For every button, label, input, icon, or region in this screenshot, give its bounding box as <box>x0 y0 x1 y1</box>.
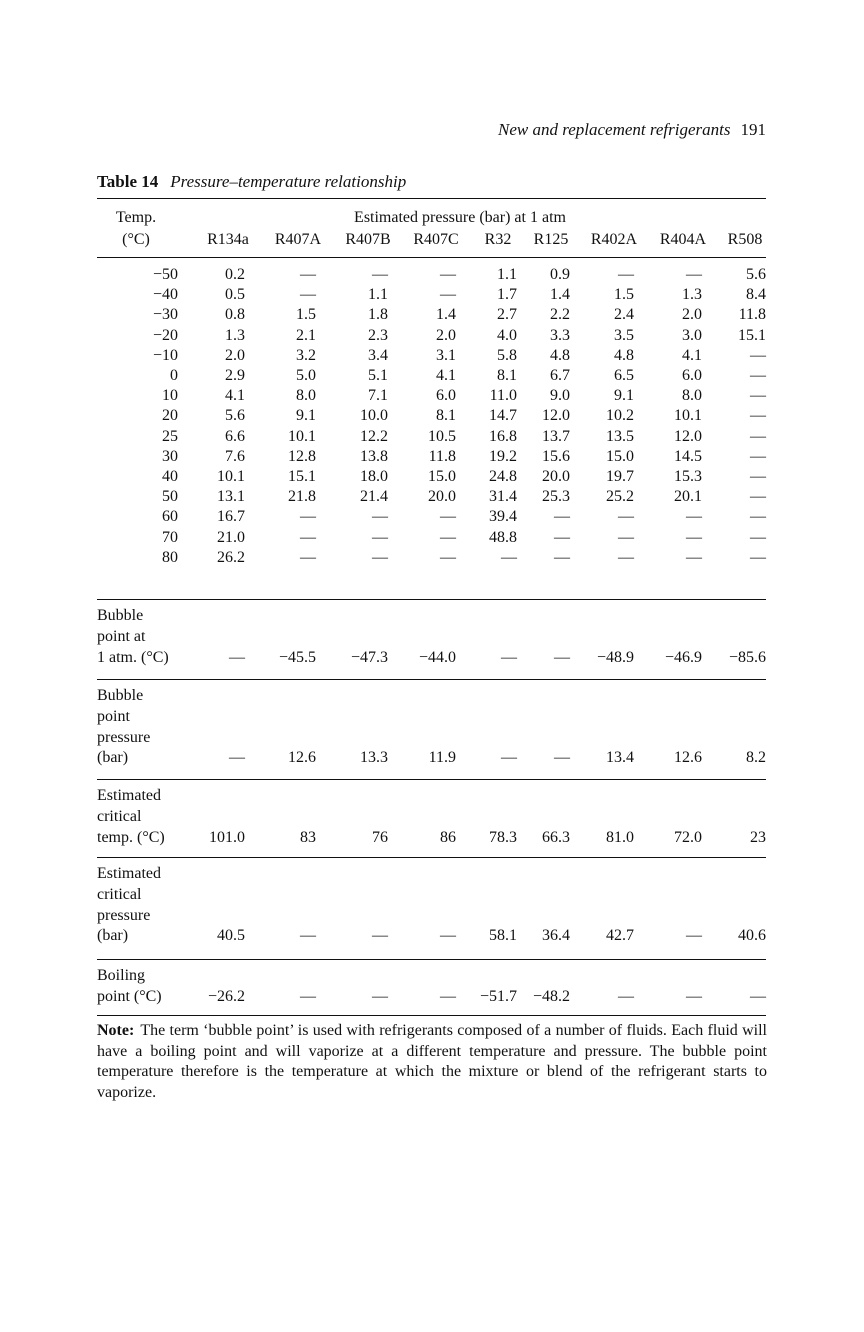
bubble-point-temp-value: −85.6 <box>728 649 766 666</box>
table-cell: — <box>300 549 316 566</box>
table-cell: 10.0 <box>360 407 388 424</box>
table-cell: — <box>300 286 316 303</box>
property-rule <box>97 779 766 780</box>
property-label: temp. (°C) <box>97 828 165 846</box>
table-cell: 31.4 <box>489 488 517 505</box>
property-label: point <box>97 707 130 725</box>
column-header: R407B <box>345 231 391 248</box>
table-cell: 1.1 <box>497 266 517 283</box>
bubble-point-temp-value: −46.9 <box>664 649 702 666</box>
table-cell: — <box>300 266 316 283</box>
critical-pressure-value: — <box>300 927 316 944</box>
table-cell: 5.1 <box>368 367 388 384</box>
header-temp-line1: Temp. <box>115 209 157 226</box>
property-rule <box>97 857 766 858</box>
table-cell: 4.0 <box>497 327 517 344</box>
boiling-point-value: −26.2 <box>207 988 245 1005</box>
bubble-point-temp-value: — <box>229 649 245 666</box>
property-label: pressure <box>97 728 151 746</box>
bubble-point-temp-value: — <box>554 649 570 666</box>
table-cell: 4.1 <box>682 347 702 364</box>
table-cell: — <box>750 407 766 424</box>
table-cell: 5.6 <box>746 266 766 283</box>
table-cell: — <box>440 549 456 566</box>
table-bottom-rule <box>97 1015 766 1016</box>
column-header: R407A <box>274 231 322 248</box>
table-cell: 1.7 <box>497 286 517 303</box>
table-cell: 1.5 <box>614 286 634 303</box>
table-cell: — <box>750 549 766 566</box>
property-label: critical <box>97 885 142 903</box>
table-cell: 21.4 <box>360 488 388 505</box>
table-cell: — <box>618 529 634 546</box>
bubble-point-pressure-value: — <box>501 749 517 766</box>
table-cell: 1.8 <box>368 306 388 323</box>
boiling-point-value: — <box>618 988 634 1005</box>
table-cell: 8.0 <box>296 387 316 404</box>
table-cell: — <box>750 387 766 404</box>
boiling-point-value: −48.2 <box>532 988 570 1005</box>
table-cell: 14.7 <box>489 407 517 424</box>
table-cell: 2.0 <box>682 306 702 323</box>
boiling-point-value: — <box>372 988 388 1005</box>
table-cell: 0.8 <box>225 306 245 323</box>
property-label: Bubble <box>97 607 144 624</box>
table-cell: 16.7 <box>217 508 245 525</box>
column-header: R407C <box>413 231 459 248</box>
table-cell: 13.8 <box>360 448 388 465</box>
table-cell: 39.4 <box>489 508 517 525</box>
critical-temp-value: 86 <box>440 829 456 846</box>
critical-temp-value: 81.0 <box>606 829 634 846</box>
critical-pressure-value: — <box>372 927 388 944</box>
table-cell: — <box>554 549 570 566</box>
table-cell: 6.7 <box>550 367 570 384</box>
table-cell: 48.8 <box>489 529 517 546</box>
table-cell: 5.8 <box>497 347 517 364</box>
table-cell: 3.2 <box>296 347 316 364</box>
table-cell: — <box>686 266 702 283</box>
property-label: (bar) <box>97 927 129 945</box>
table-cell: 15.6 <box>542 448 570 465</box>
table-cell: — <box>440 286 456 303</box>
property-rule <box>97 959 766 960</box>
table-cell: — <box>554 529 570 546</box>
boiling-point-value: — <box>686 988 702 1005</box>
table-cell: — <box>372 529 388 546</box>
table-cell: 16.8 <box>489 428 517 445</box>
table-cell: 11.8 <box>738 306 766 323</box>
boiling-point-value: −51.7 <box>479 988 517 1005</box>
table-cell: 21.0 <box>217 529 245 546</box>
table-cell: — <box>686 549 702 566</box>
table-cell: 21.8 <box>288 488 316 505</box>
running-head <box>440 120 766 140</box>
note-text: The term ‘bubble point’ is used with refrigerants composed of a number of fluids. Each fluid will have a boiling point and will vaporize at a different temperature and pressure. The bubble point temperature therefore is the temperature at which the mixture or blend of the refrigerant starts to vaporize. <box>97 1022 767 1101</box>
row-temp: 10 <box>162 387 178 404</box>
table-cell: — <box>300 529 316 546</box>
table-cell: 4.8 <box>614 347 634 364</box>
critical-temp-value: 83 <box>300 829 316 846</box>
table-cell: — <box>440 508 456 525</box>
table-cell: 13.7 <box>542 428 570 445</box>
table-cell: 9.1 <box>614 387 634 404</box>
table-cell: 1.4 <box>550 286 570 303</box>
table-cell: 12.0 <box>674 428 702 445</box>
row-temp: 0 <box>170 367 178 384</box>
table-cell: — <box>750 508 766 525</box>
property-label: Estimated <box>97 787 161 804</box>
property-label: Boiling <box>97 967 146 984</box>
table-cell: 1.5 <box>296 306 316 323</box>
table-cell: 2.3 <box>368 327 388 344</box>
table-cell: 2.2 <box>550 306 570 323</box>
critical-pressure-value: 40.6 <box>738 927 766 944</box>
row-temp: 25 <box>162 428 178 445</box>
table-cell: — <box>750 448 766 465</box>
bubble-point-pressure-value: 12.6 <box>288 749 316 766</box>
table-cell: 10.2 <box>606 407 634 424</box>
table-cell: 20.0 <box>542 468 570 485</box>
bubble-point-pressure-value: 8.2 <box>746 749 766 766</box>
critical-pressure-value: — <box>686 927 702 944</box>
table-cell: — <box>372 508 388 525</box>
boiling-point-value: — <box>750 988 766 1005</box>
table-cell: 15.0 <box>428 468 456 485</box>
table-cell: 3.1 <box>436 347 456 364</box>
critical-temp-value: 101.0 <box>209 829 245 846</box>
column-header: R32 <box>484 231 512 248</box>
table-cell: 4.1 <box>436 367 456 384</box>
header-temp-line2: (°C) <box>122 231 150 248</box>
table-cell: 8.1 <box>497 367 517 384</box>
column-header: R404A <box>659 231 707 248</box>
table-cell: — <box>372 549 388 566</box>
critical-pressure-value: 58.1 <box>489 927 517 944</box>
bubble-point-pressure-value: 13.3 <box>360 749 388 766</box>
table-cell: — <box>501 549 517 566</box>
table-cell: 3.4 <box>368 347 388 364</box>
running-head-title: New and replacement refrigerants <box>498 120 731 139</box>
table-title: Pressure–temperature relationship <box>170 172 407 191</box>
table-cell: 9.0 <box>550 387 570 404</box>
boiling-point-value: — <box>300 988 316 1005</box>
table-cell: 4.1 <box>225 387 245 404</box>
column-header: R125 <box>533 231 569 248</box>
table-cell: 20.1 <box>674 488 702 505</box>
table-cell: 15.1 <box>288 468 316 485</box>
row-temp: −40 <box>152 286 178 303</box>
critical-temp-value: 66.3 <box>542 829 570 846</box>
table-cell: 6.5 <box>614 367 634 384</box>
property-label: Estimated <box>97 865 161 882</box>
header-rule <box>97 257 766 258</box>
table-cell: 7.6 <box>225 448 245 465</box>
row-temp: 80 <box>162 549 178 566</box>
row-temp: 20 <box>162 407 178 424</box>
table-cell: 14.5 <box>674 448 702 465</box>
table-cell: 1.3 <box>682 286 702 303</box>
bubble-point-temp-value: −44.0 <box>418 649 456 666</box>
row-temp: 50 <box>162 488 178 505</box>
critical-temp-value: 76 <box>372 829 388 846</box>
table-cell: 2.9 <box>225 367 245 384</box>
table-cell: 15.3 <box>674 468 702 485</box>
row-temp: −30 <box>152 306 178 323</box>
table-cell: — <box>618 508 634 525</box>
table-cell: — <box>750 347 766 364</box>
table-cell: 10.1 <box>217 468 245 485</box>
property-label: Bubble <box>97 687 144 704</box>
table-cell: 10.1 <box>288 428 316 445</box>
table-cell: 25.2 <box>606 488 634 505</box>
boiling-point-value: — <box>440 988 456 1005</box>
critical-temp-value: 72.0 <box>674 829 702 846</box>
table-cell: 25.3 <box>542 488 570 505</box>
header-span-label: Estimated pressure (bar) at 1 atm <box>354 209 566 226</box>
table-cell: 18.0 <box>360 468 388 485</box>
table-cell: 13.1 <box>217 488 245 505</box>
table-cell: 10.5 <box>428 428 456 445</box>
row-temp: −10 <box>152 347 178 364</box>
table-cell: — <box>750 488 766 505</box>
table-cell: 1.1 <box>368 286 388 303</box>
row-temp: −20 <box>152 327 178 344</box>
table-cell: — <box>618 549 634 566</box>
critical-pressure-value: 36.4 <box>542 927 570 944</box>
critical-pressure-value: 42.7 <box>606 927 634 944</box>
table-cell: 6.6 <box>225 428 245 445</box>
column-header: R402A <box>590 231 638 248</box>
body-rule <box>97 599 766 600</box>
critical-pressure-value: 40.5 <box>217 927 245 944</box>
table-cell: — <box>372 266 388 283</box>
table-cell: — <box>750 468 766 485</box>
table-cell: 11.8 <box>428 448 456 465</box>
column-header: R508 <box>727 231 763 248</box>
table-cell: 2.7 <box>497 306 517 323</box>
table-cell: 3.0 <box>682 327 702 344</box>
table-cell: 5.0 <box>296 367 316 384</box>
row-temp: −50 <box>152 266 178 283</box>
table-cell: 8.4 <box>746 286 766 303</box>
bubble-point-pressure-value: — <box>554 749 570 766</box>
table-cell: 19.2 <box>489 448 517 465</box>
page-number: 191 <box>740 120 766 139</box>
table-cell: 12.0 <box>542 407 570 424</box>
table-cell: — <box>750 529 766 546</box>
table-cell: 0.9 <box>550 266 570 283</box>
table-cell: 3.3 <box>550 327 570 344</box>
table-cell: 0.5 <box>225 286 245 303</box>
table-cell: 12.2 <box>360 428 388 445</box>
property-label: pressure <box>97 906 151 924</box>
property-label: critical <box>97 807 142 825</box>
table-cell: 26.2 <box>217 549 245 566</box>
table-label: Table 14 <box>97 172 159 191</box>
table-cell: 6.0 <box>682 367 702 384</box>
table-cell: 24.8 <box>489 468 517 485</box>
table-cell: — <box>554 508 570 525</box>
row-temp: 70 <box>162 529 178 546</box>
table-cell: 0.2 <box>225 266 245 283</box>
property-label: point at <box>97 627 146 645</box>
property-label: (bar) <box>97 749 129 767</box>
bubble-point-temp-value: −45.5 <box>278 649 316 666</box>
table-cell: — <box>440 529 456 546</box>
table-cell: 15.1 <box>738 327 766 344</box>
column-header: R134a <box>207 231 249 248</box>
property-label: point (°C) <box>97 987 162 1005</box>
table-cell: 2.1 <box>296 327 316 344</box>
table-cell: 4.8 <box>550 347 570 364</box>
table-cell: 12.8 <box>288 448 316 465</box>
bubble-point-temp-value: −48.9 <box>596 649 634 666</box>
table-cell: 8.0 <box>682 387 702 404</box>
table-cell: 2.0 <box>436 327 456 344</box>
bubble-point-temp-value: — <box>501 649 517 666</box>
table-cell: 2.0 <box>225 347 245 364</box>
table-cell: 1.4 <box>436 306 456 323</box>
table-cell: 10.1 <box>674 407 702 424</box>
table-cell: — <box>750 367 766 384</box>
table-cell: 7.1 <box>368 387 388 404</box>
table-caption <box>97 172 406 192</box>
table-top-rule <box>97 198 766 199</box>
row-temp: 30 <box>162 448 178 465</box>
table-cell: — <box>686 529 702 546</box>
bubble-point-temp-value: −47.3 <box>350 649 388 666</box>
table-cell: 20.0 <box>428 488 456 505</box>
property-label: 1 atm. (°C) <box>97 648 169 666</box>
critical-pressure-value: — <box>440 927 456 944</box>
table-cell: 5.6 <box>225 407 245 424</box>
table-cell: — <box>750 428 766 445</box>
table-cell: 19.7 <box>606 468 634 485</box>
table-cell: — <box>618 266 634 283</box>
table-cell: 2.4 <box>614 306 634 323</box>
table-cell: 6.0 <box>436 387 456 404</box>
bubble-point-pressure-value: — <box>229 749 245 766</box>
table-cell: — <box>440 266 456 283</box>
bubble-point-pressure-value: 12.6 <box>674 749 702 766</box>
critical-temp-value: 23 <box>750 829 766 846</box>
table-cell: 11.0 <box>489 387 517 404</box>
bubble-point-pressure-value: 13.4 <box>606 749 634 766</box>
table-cell: — <box>686 508 702 525</box>
note-label: Note: <box>97 1022 135 1039</box>
table-cell: 15.0 <box>606 448 634 465</box>
bubble-point-pressure-value: 11.9 <box>428 749 456 766</box>
row-temp: 40 <box>162 468 178 485</box>
critical-temp-value: 78.3 <box>489 829 517 846</box>
table-cell: 1.3 <box>225 327 245 344</box>
property-rule <box>97 679 766 680</box>
table-note <box>97 1021 767 1103</box>
row-temp: 60 <box>162 508 178 525</box>
table-cell: 3.5 <box>614 327 634 344</box>
table-cell: — <box>300 508 316 525</box>
table-cell: 13.5 <box>606 428 634 445</box>
table-cell: 8.1 <box>436 407 456 424</box>
table-cell: 9.1 <box>296 407 316 424</box>
